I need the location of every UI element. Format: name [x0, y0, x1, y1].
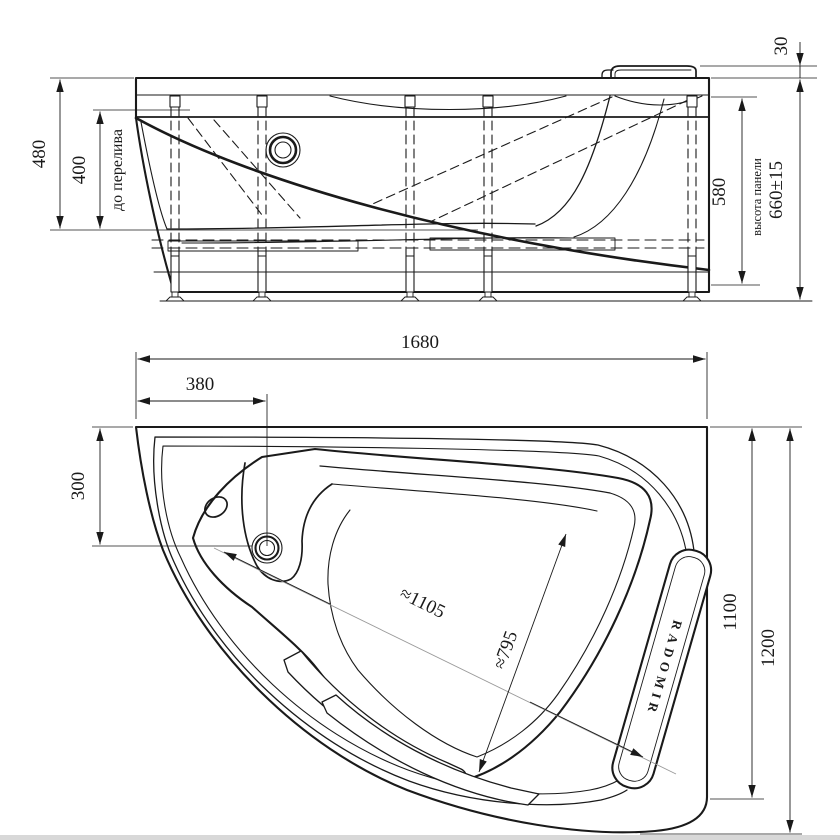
overflow-note: до перелива [109, 129, 126, 211]
dim-length: 1680 [401, 332, 439, 353]
dim-diag-short: ≈795 [489, 628, 523, 673]
plan-view [68, 332, 802, 834]
dim-headrest-height: 30 [771, 36, 792, 56]
dim-depth-total: 480 [29, 139, 50, 169]
dim-drain-y: 300 [68, 471, 89, 501]
brand-logo: RADOMIR [643, 618, 686, 719]
dim-drain-x: 380 [185, 374, 215, 395]
dim-inner-height: 580 [709, 177, 730, 207]
headrest-side-profile [602, 66, 696, 78]
front-elevation-view [29, 37, 817, 302]
bottom-scan-band [0, 835, 840, 840]
dim-diag-long: ≈1105 [396, 583, 449, 623]
panel-note: высота панели [750, 158, 764, 236]
dim-width-total: 1200 [758, 629, 779, 667]
dim-width-straight: 1100 [720, 593, 741, 631]
dim-depth-overflow: 400 [69, 155, 90, 185]
dim-panel-height: 660±15 [766, 161, 787, 219]
